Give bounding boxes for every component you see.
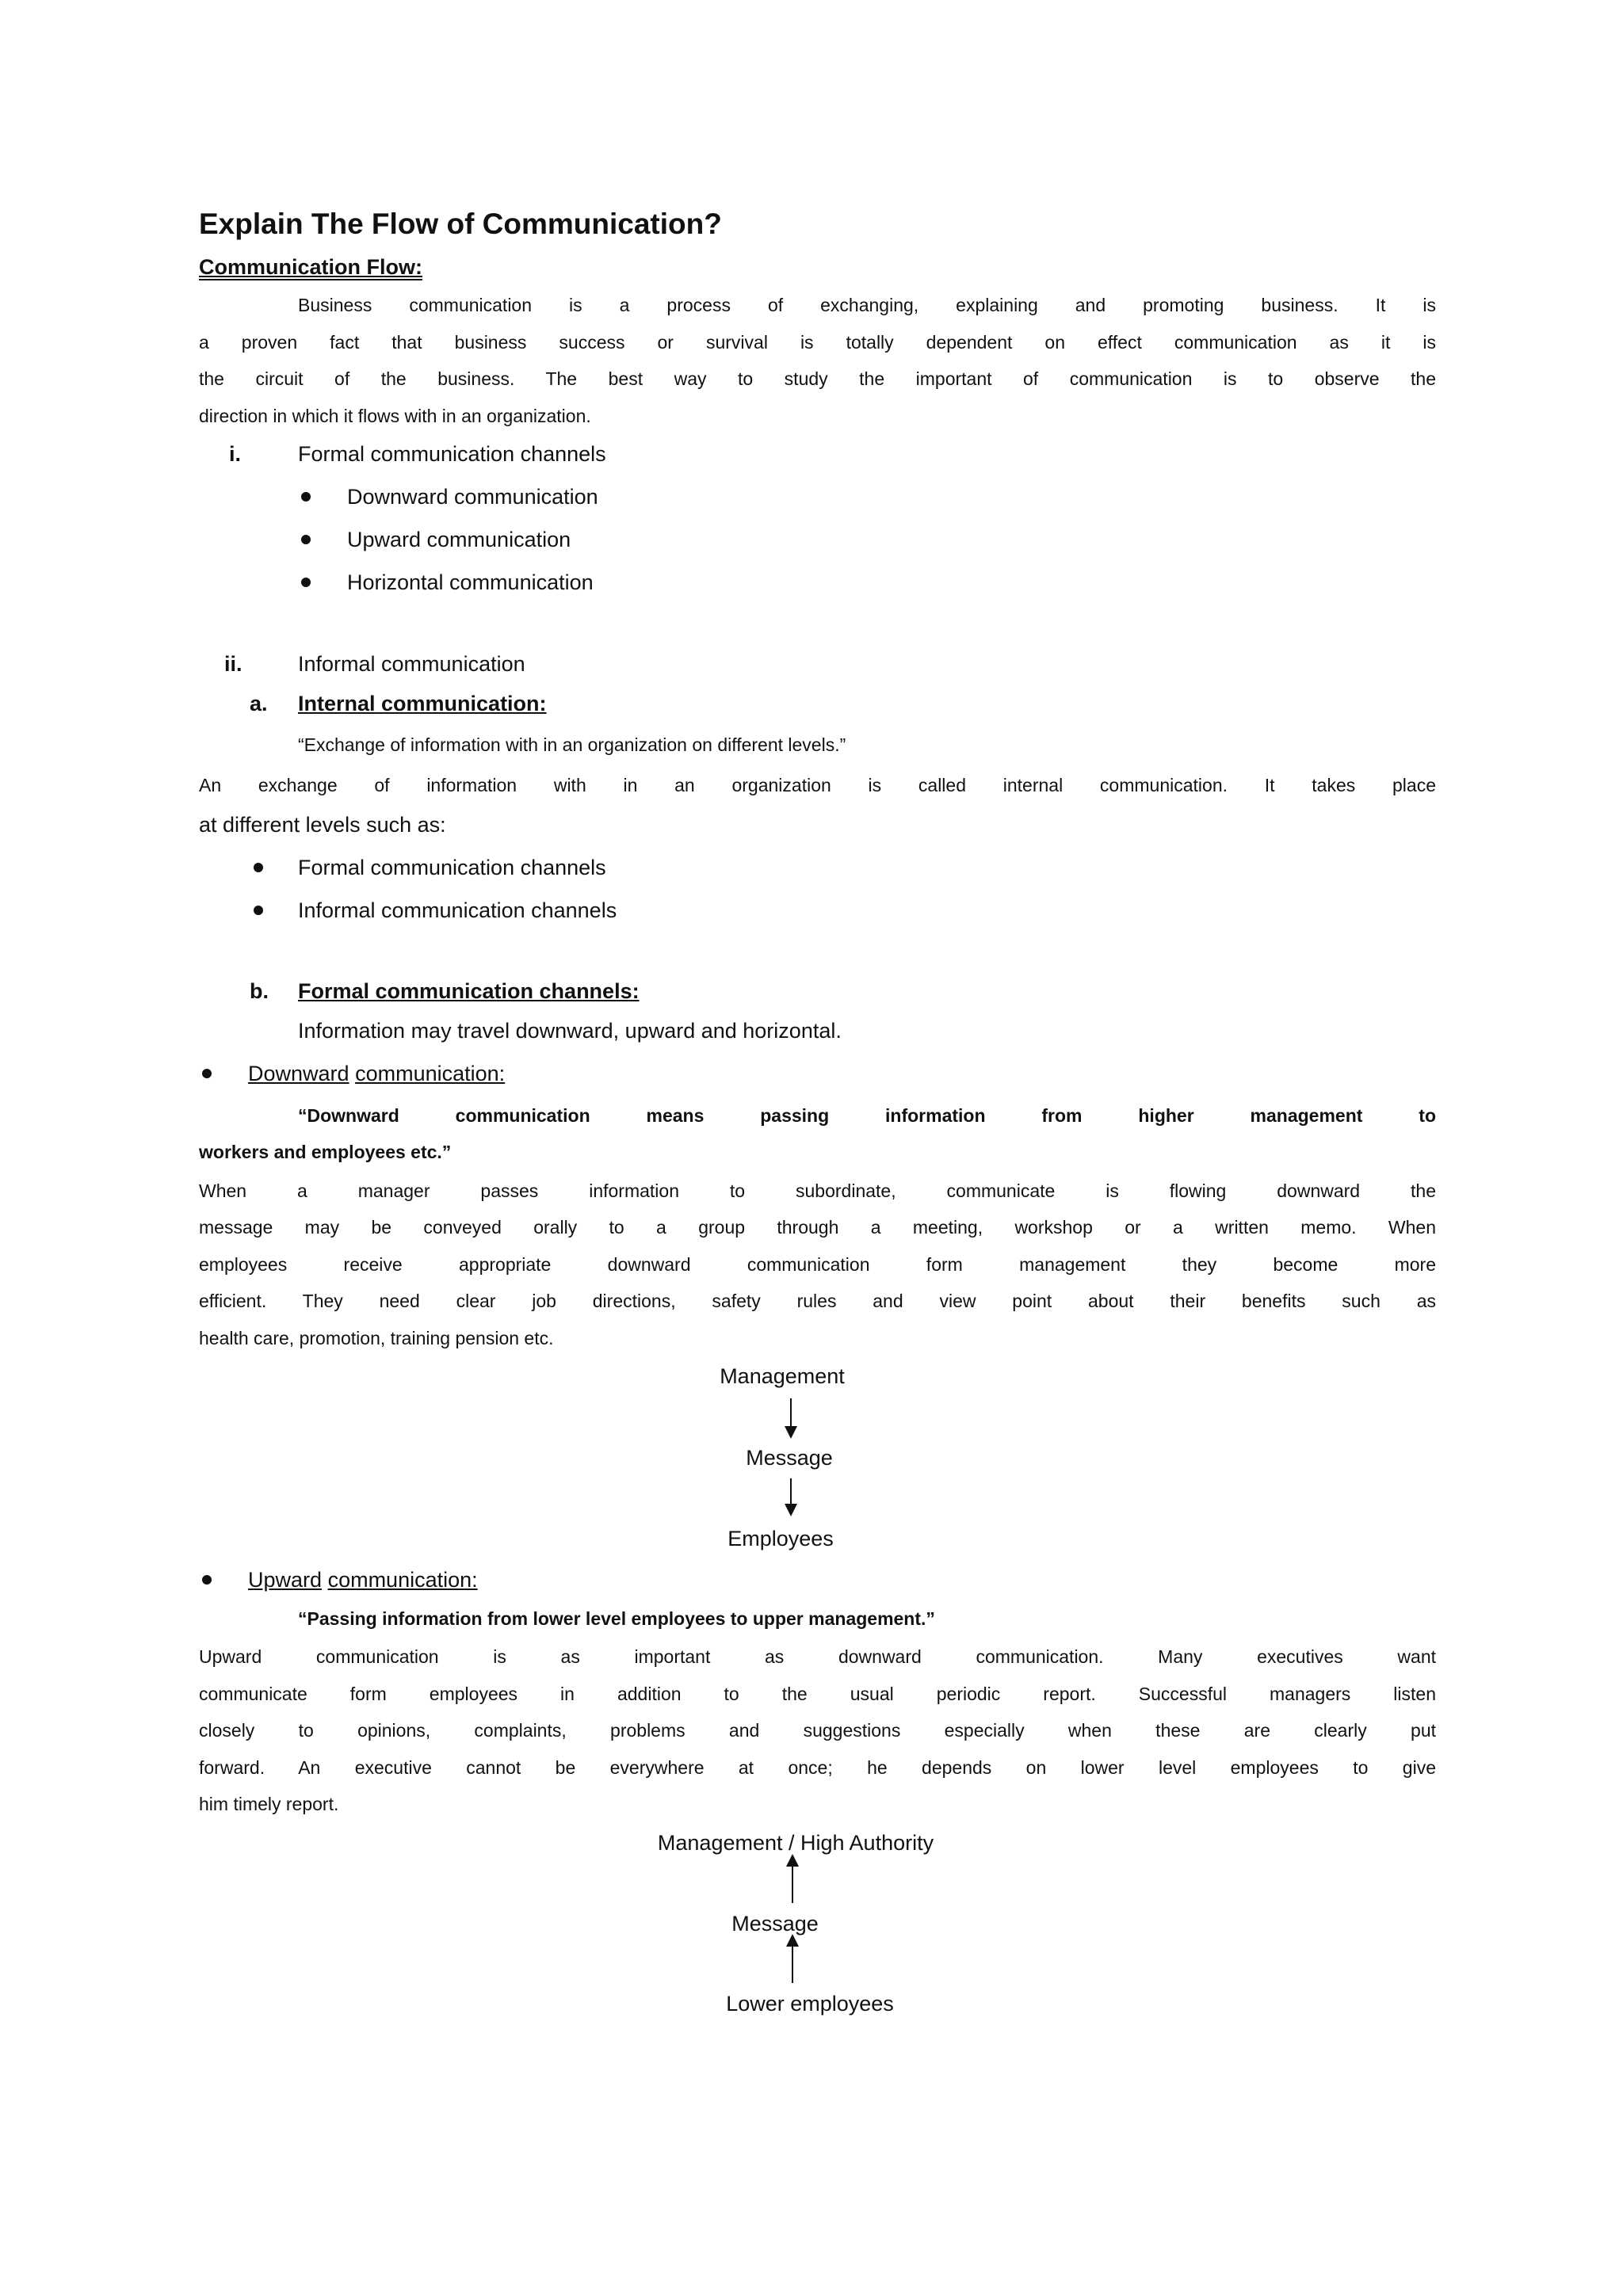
subheading: [248, 1562, 478, 1598]
bullet-icon: [202, 1069, 212, 1078]
intro-line: Business communication is a process of exchanging, explaining and promoting business. It is: [298, 295, 1436, 315]
section-heading: Communication Flow:: [199, 255, 422, 279]
bullet-icon: [202, 1575, 212, 1585]
subheading: [248, 1055, 505, 1092]
list-item: Informal communication: [298, 652, 525, 676]
list-item: Informal communication channels: [298, 898, 617, 922]
paragraph-line: Information may travel downward, upward and horizontal.: [298, 1019, 842, 1043]
arrow-down-icon: [790, 1398, 792, 1437]
paragraph-line: health care, promotion, training pension etc.: [199, 1328, 554, 1348]
paragraph-line: Upward communication is as important as downward communication. Many executives want: [199, 1646, 1436, 1667]
definition-quote: workers and employees etc.”: [199, 1142, 452, 1162]
diagram-node: Message: [731, 1912, 819, 1936]
definition-quote: “Exchange of information with in an organization on different levels.”: [298, 734, 846, 755]
diagram-node: Employees: [727, 1527, 834, 1550]
heading-word: communication:: [327, 1568, 478, 1592]
paragraph-line: him timely report.: [199, 1794, 339, 1814]
definition-quote: “Passing information from lower level employees to upper management.”: [298, 1608, 935, 1629]
bullet-icon: [301, 492, 311, 502]
bullet-icon: [254, 906, 263, 915]
paragraph-line: communicate form employees in addition to the usual periodic report. Successful managers listen: [199, 1684, 1436, 1704]
paragraph-line: closely to opinions, complaints, problems and suggestions especially when these are clearly put: [199, 1720, 1436, 1741]
intro-line: a proven fact that business success or survival is totally dependent on effect communication as it is: [199, 332, 1436, 353]
list-item: Formal communication channels: [298, 442, 606, 466]
definition-quote: “Downward communication means passing information from higher management to: [298, 1105, 1436, 1126]
paragraph-line: at different levels such as:: [199, 813, 446, 837]
list-item: Formal communication channels: [298, 856, 606, 879]
diagram-node: Lower employees: [726, 1992, 894, 2016]
paragraph-line: employees receive appropriate downward communication form management they become more: [199, 1254, 1436, 1275]
intro-line: the circuit of the business. The best way to study the important of communication is to observe the: [199, 368, 1436, 389]
subheading: Internal communication:: [298, 692, 547, 715]
list-item: Upward communication: [347, 528, 571, 551]
list-marker: ii.: [224, 652, 242, 676]
list-marker: i.: [229, 442, 242, 466]
subheading: Formal communication channels:: [298, 979, 640, 1003]
list-marker: b.: [250, 979, 269, 1003]
intro-line: direction in which it flows with in an organization.: [199, 406, 591, 426]
bullet-icon: [301, 578, 311, 587]
arrow-up-icon: [792, 1855, 793, 1903]
bullet-icon: [301, 535, 311, 544]
heading-word: Upward: [248, 1568, 323, 1592]
paragraph-line: message may be conveyed orally to a group through a meeting, workshop or a written memo. When: [199, 1217, 1436, 1238]
arrow-up-icon: [792, 1936, 793, 1983]
list-item: Downward communication: [347, 485, 598, 509]
list-marker: a.: [250, 692, 268, 715]
list-item: Horizontal communication: [347, 570, 594, 594]
arrow-down-icon: [790, 1478, 792, 1515]
paragraph-line: An exchange of information with in an organization is called internal communication. It takes place: [199, 775, 1436, 795]
paragraph-line: efficient. They need clear job directions, safety rules and view point about their benefits such as: [199, 1291, 1436, 1311]
diagram-node: Management: [720, 1364, 845, 1388]
page-title: Explain The Flow of Communication?: [199, 208, 722, 240]
heading-word: communication:: [355, 1062, 506, 1085]
diagram-node: Message: [746, 1446, 833, 1470]
diagram-node: Management / High Authority: [657, 1831, 934, 1855]
bullet-icon: [254, 863, 263, 872]
paragraph-line: When a manager passes information to subordinate, communicate is flowing downward the: [199, 1180, 1436, 1201]
paragraph-line: forward. An executive cannot be everywhere at once; he depends on lower level employees to give: [199, 1757, 1436, 1778]
heading-word: Downward: [248, 1062, 349, 1085]
